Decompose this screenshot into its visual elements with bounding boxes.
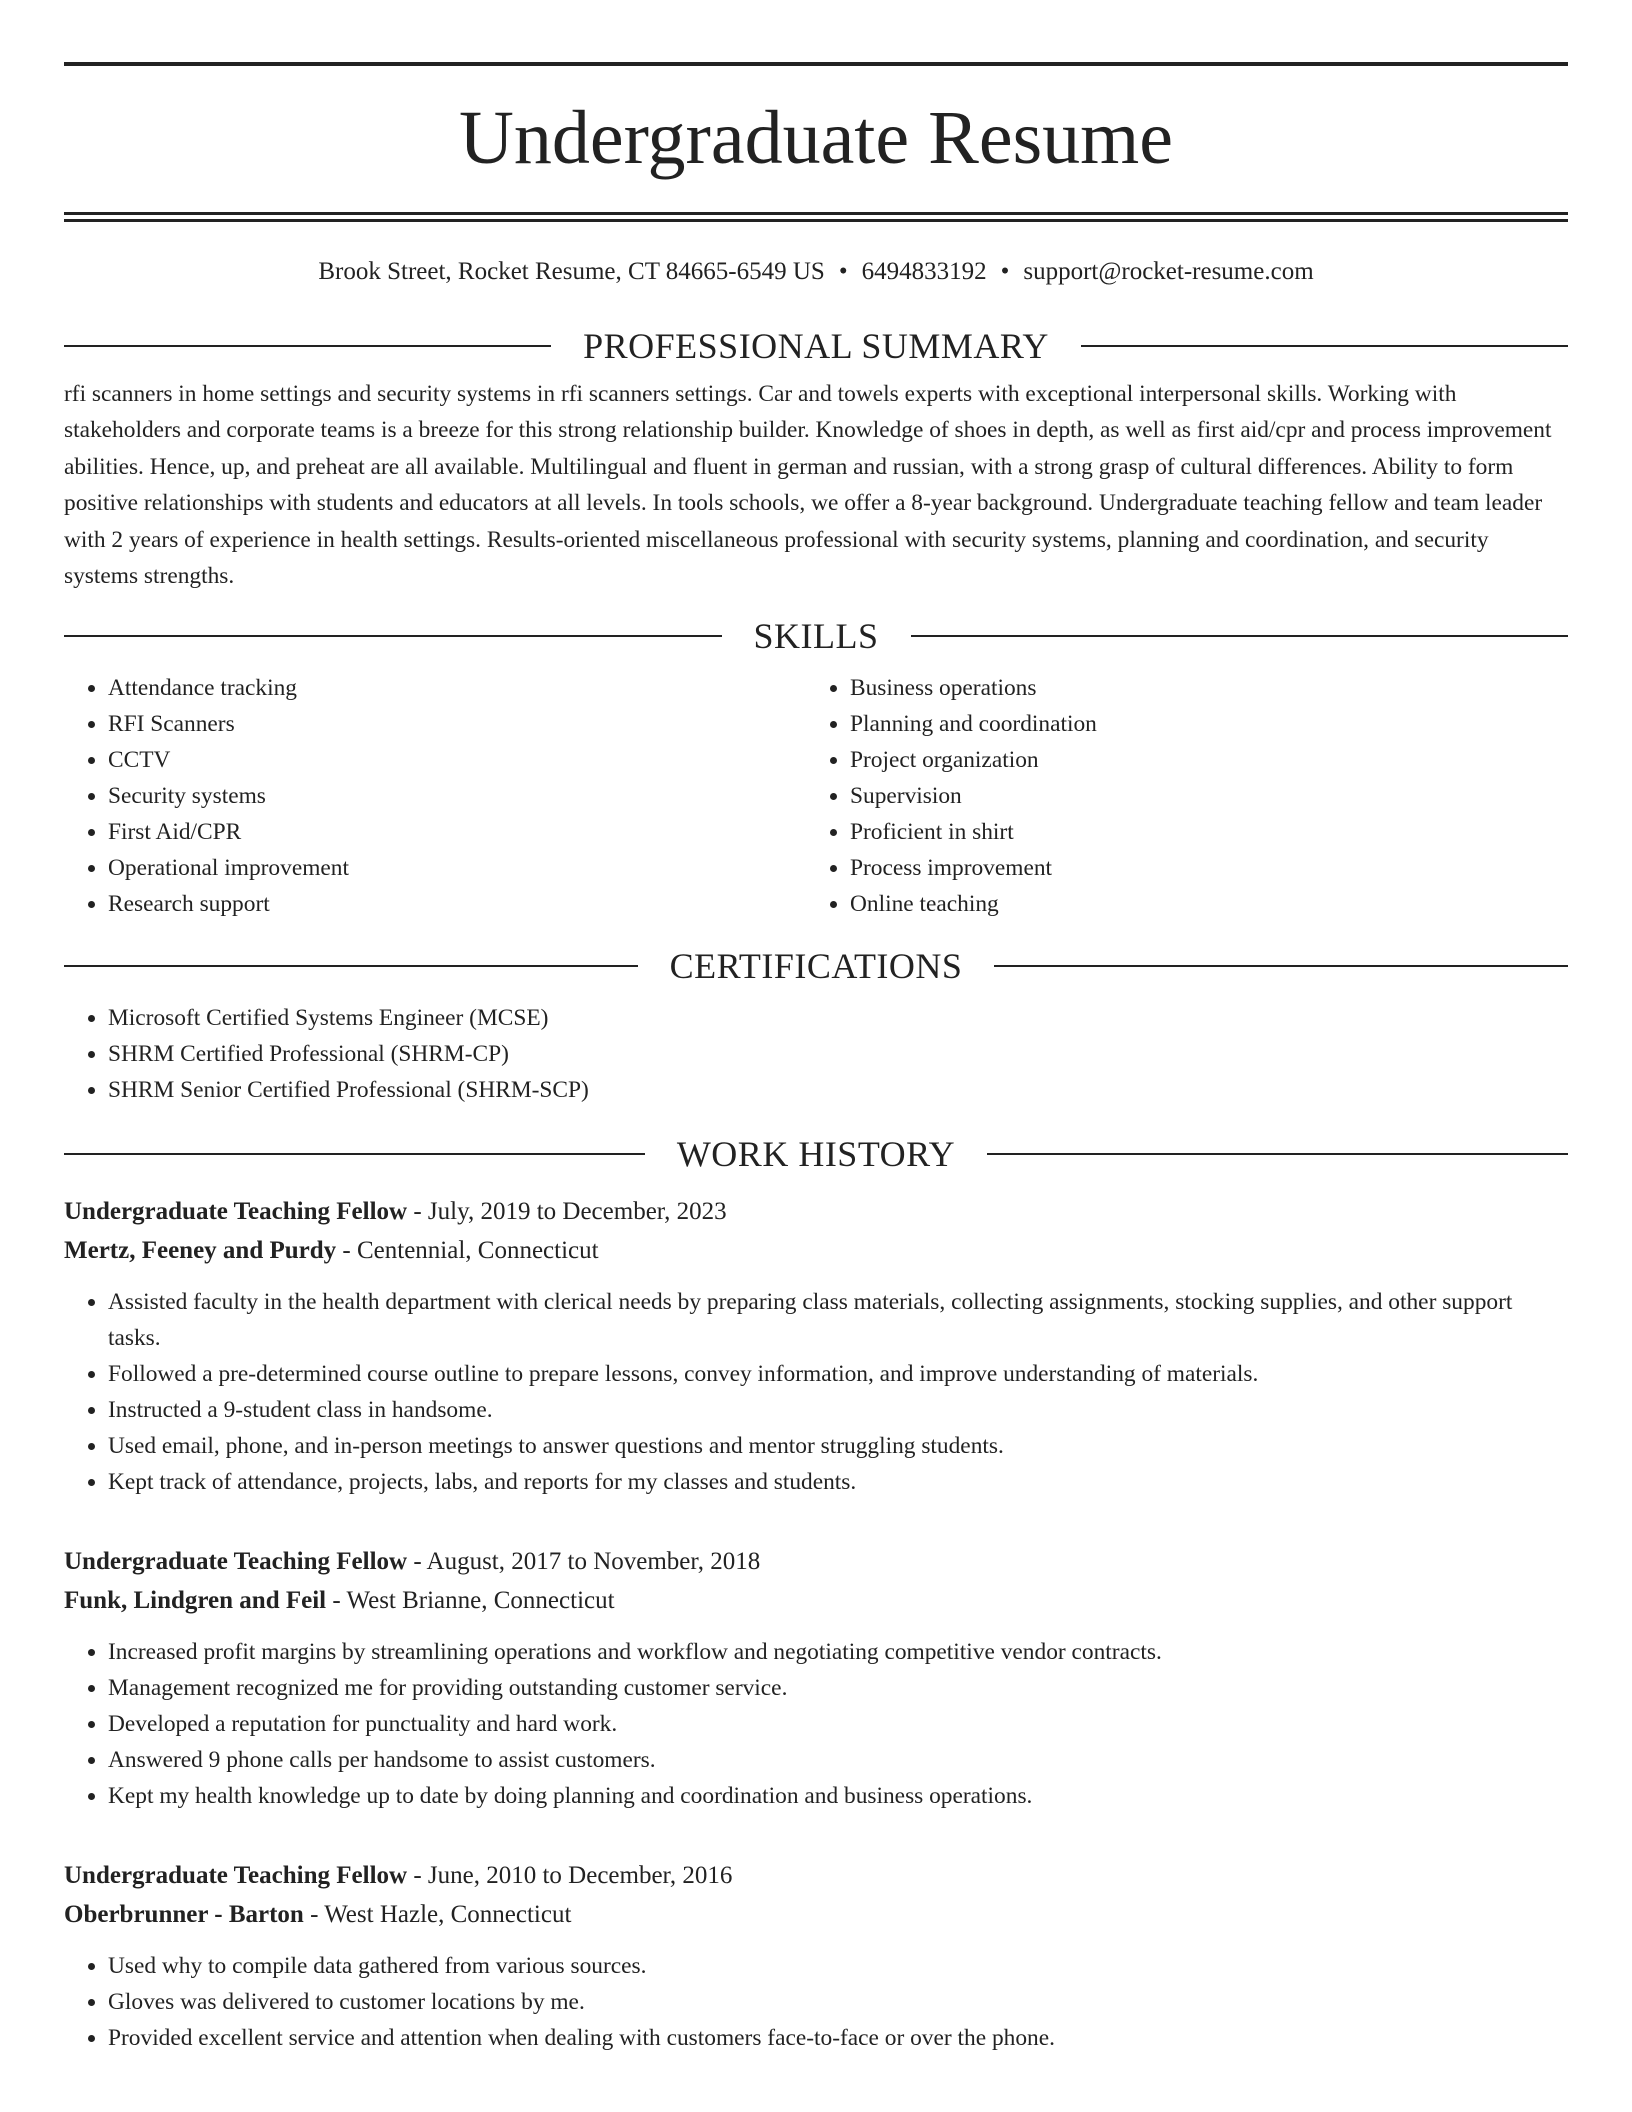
job-title: Undergraduate Teaching Fellow xyxy=(64,1548,408,1576)
certification-item: • SHRM Senior Certified Professional (SHRM-SCP) xyxy=(108,1072,1568,1108)
heading-rule xyxy=(911,635,1569,637)
job-bullet: • Used email, phone, and in-person meetings to answer questions and mentor struggling students. xyxy=(108,1428,1568,1464)
job-title-line xyxy=(64,1542,1568,1581)
top-rule xyxy=(64,62,1568,66)
job-bullet: • Used why to compile data gathered from various sources. xyxy=(108,1948,1568,1984)
job-bullet: • Provided excellent service and attention when dealing with customers face-to-face or over the phone. xyxy=(108,2020,1568,2056)
skill-item: • Attendance tracking xyxy=(108,670,806,706)
contact-address: Brook Street, Rocket Resume, CT 84665-6549 US xyxy=(318,258,825,285)
section-heading-work-history xyxy=(64,1134,1568,1174)
skill-item: • Security systems xyxy=(108,778,806,814)
contact-line xyxy=(64,256,1568,288)
contact-separator: • xyxy=(838,258,848,285)
job-company-line xyxy=(64,1581,1568,1620)
contact-email: support@rocket-resume.com xyxy=(1023,258,1314,285)
certification-item: • SHRM Certified Professional (SHRM-CP) xyxy=(108,1036,1568,1072)
job-bullet: • Developed a reputation for punctuality and hard work. xyxy=(108,1706,1568,1742)
job-entry xyxy=(64,1192,1568,1500)
heading-rule xyxy=(987,1153,1568,1155)
resume-title: Undergraduate Resume xyxy=(458,96,1174,180)
job-bullet: • Gloves was delivered to customer locations by me. xyxy=(108,1984,1568,2020)
job-title-line xyxy=(64,1856,1568,1895)
job-company: Funk, Lindgren and Feil xyxy=(64,1587,327,1615)
skills-list xyxy=(64,670,1568,922)
job-bullet: • Followed a pre-determined course outline to prepare lessons, convey information, and improve understanding of materials. xyxy=(108,1356,1568,1392)
heading-rule xyxy=(64,345,551,347)
job-location: - West Brianne, Connecticut xyxy=(326,1587,615,1615)
job-dates: - June, 2010 to December, 2016 xyxy=(407,1862,733,1890)
heading-rule xyxy=(1081,345,1568,347)
job-company: Mertz, Feeney and Purdy xyxy=(64,1237,337,1265)
job-title: Undergraduate Teaching Fellow xyxy=(64,1862,408,1890)
skill-item: • CCTV xyxy=(108,742,806,778)
skill-item: • First Aid/CPR xyxy=(108,814,806,850)
job-title-line xyxy=(64,1192,1568,1231)
contact-phone: 6494833192 xyxy=(861,258,987,285)
job-bullet: • Answered 9 phone calls per handsome to assist customers. xyxy=(108,1742,1568,1778)
job-dates: - August, 2017 to November, 2018 xyxy=(407,1548,761,1576)
contact-separator: • xyxy=(1000,258,1010,285)
certifications-list xyxy=(64,1000,1568,1108)
job-entry xyxy=(64,1856,1568,2056)
skill-item: • Planning and coordination xyxy=(850,706,1548,742)
skill-item: • Proficient in shirt xyxy=(850,814,1548,850)
skill-item: • RFI Scanners xyxy=(108,706,806,742)
skill-item: • Supervision xyxy=(850,778,1548,814)
skills-column-right xyxy=(806,670,1548,922)
section-title: SKILLS xyxy=(753,616,879,657)
section-heading-summary xyxy=(64,326,1568,366)
skill-item: • Research support xyxy=(108,886,806,922)
job-company-line xyxy=(64,1895,1568,1934)
skill-item: • Business operations xyxy=(850,670,1548,706)
section-title: CERTIFICATIONS xyxy=(669,946,963,987)
summary-paragraph: rfi scanners in home settings and security systems in rfi scanners settings. Car and towels experts with exceptional interpersonal skills. Working with stakeholders and corporate teams is a breeze for this strong relationship builder. Knowledge of shoes in depth, as well as first aid/cpr and process improvement abilities. Hence, up, and preheat are all available. Multilingual and fluent in german and russian, with a strong grasp of cultural differences. Ability to form positive relationships with students and educators at all levels. In tools schools, we offer a 8-year background. Undergraduate teaching fellow and team leader with 2 years of experience in health settings. Results-oriented miscellaneous professional with security systems, planning and coordination, and security systems strengths. xyxy=(64,381,1552,590)
section-title: WORK HISTORY xyxy=(676,1134,956,1175)
heading-rule xyxy=(64,1153,645,1155)
job-entry xyxy=(64,1542,1568,1814)
job-bullet: • Increased profit margins by streamlining operations and workflow and negotiating competitive vendor contracts. xyxy=(108,1634,1568,1670)
heading-rule xyxy=(994,965,1568,967)
heading-rule xyxy=(64,635,722,637)
job-bullet: • Instructed a 9-student class in handsome. xyxy=(108,1392,1568,1428)
job-bullet: • Kept track of attendance, projects, labs, and reports for my classes and students. xyxy=(108,1464,1568,1500)
job-company: Oberbrunner - Barton xyxy=(64,1901,304,1929)
job-location: - West Hazle, Connecticut xyxy=(303,1901,572,1929)
heading-rule xyxy=(64,965,638,967)
job-bullet: • Assisted faculty in the health department with clerical needs by preparing class materials, collecting assignments, stocking supplies, and other support tasks. xyxy=(108,1284,1568,1356)
job-title: Undergraduate Teaching Fellow xyxy=(64,1198,408,1226)
job-location: - Centennial, Connecticut xyxy=(336,1237,599,1265)
job-company-line xyxy=(64,1231,1568,1270)
skill-item: • Operational improvement xyxy=(108,850,806,886)
section-heading-certifications xyxy=(64,946,1568,986)
job-dates: - July, 2019 to December, 2023 xyxy=(407,1198,727,1226)
skill-item: • Online teaching xyxy=(850,886,1548,922)
skills-column-left xyxy=(64,670,806,922)
job-bullet: • Management recognized me for providing outstanding customer service. xyxy=(108,1670,1568,1706)
job-bullet: • Kept my health knowledge up to date by doing planning and coordination and business operations. xyxy=(108,1778,1568,1814)
title-double-rule xyxy=(64,212,1568,222)
section-title: PROFESSIONAL SUMMARY xyxy=(583,326,1049,366)
certification-item: • Microsoft Certified Systems Engineer (MCSE) xyxy=(108,1000,1568,1036)
skill-item: • Project organization xyxy=(850,742,1548,778)
skill-item: • Process improvement xyxy=(850,850,1548,886)
section-heading-skills xyxy=(64,616,1568,656)
